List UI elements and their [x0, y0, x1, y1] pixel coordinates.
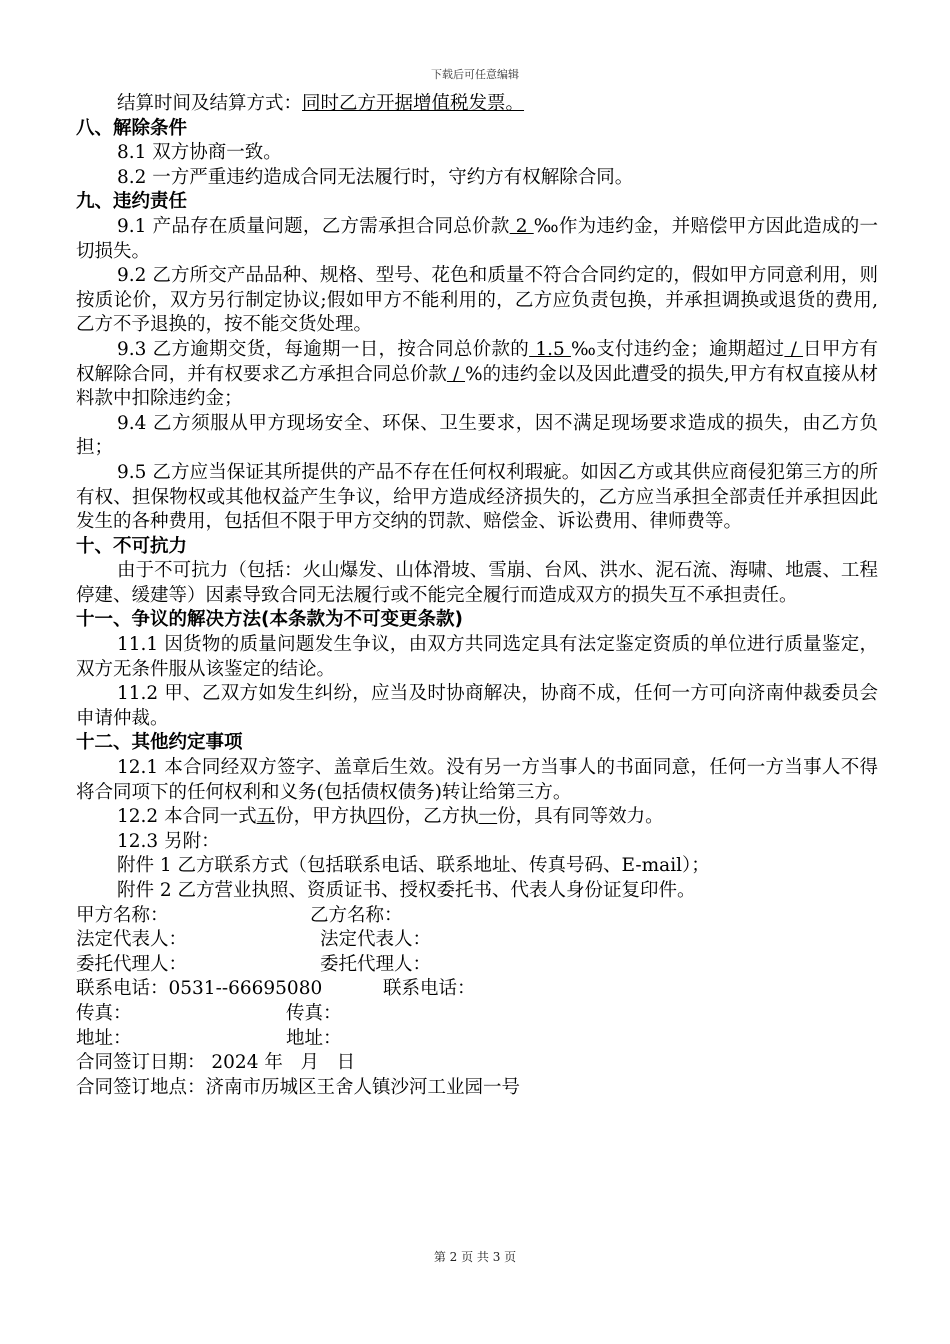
party-b-address-label: 地址：	[286, 1027, 342, 1049]
clause-9-1-text-a: 9.1 产品存在质量问题，乙方需承担合同总价款	[117, 215, 510, 237]
clause-9-3-text-b: ‰支付违约金；逾期超过	[570, 338, 785, 360]
contract-body	[76, 92, 878, 1100]
party-a-legal-rep-label: 法定代表人：	[76, 929, 188, 951]
clause-11-1: 11.1 因货物的质量问题发生争议，由双方共同选定具有法定鉴定资质的单位进行质量鉴定，双方无条件服从该鉴定的结论。	[76, 634, 878, 680]
clause-12-2	[76, 805, 878, 830]
party-b-legal-rep-label: 法定代表人：	[320, 929, 432, 951]
clause-12-2-party-a-copies: 四	[367, 806, 387, 828]
party-a-address-label: 地址：	[76, 1027, 132, 1049]
clause-8-1: 8.1 双方协商一致。	[117, 142, 282, 164]
page-header: 下载后可任意编辑	[431, 68, 519, 81]
party-a-agent-label: 委托代理人：	[76, 953, 188, 975]
party-b-phone-label: 联系电话：	[383, 978, 476, 1000]
clause-9-1	[76, 215, 878, 264]
section-10-title: 十、不可抗力	[76, 535, 188, 557]
clause-12-2-text-c: 份，乙方执	[386, 806, 479, 828]
section-9-title: 九、违约责任	[76, 191, 188, 213]
party-a-name-label: 甲方名称：	[76, 904, 169, 926]
clause-11-2: 11.2 甲、乙双方如发生纠纷，应当及时协商解决，协商不成，任何一方可向济南仲裁委员会申请仲裁。	[76, 683, 878, 729]
sign-row-legal-rep	[76, 928, 878, 953]
clause-12-2-total-copies: 五	[256, 806, 276, 828]
clause-9-3-days: /	[784, 338, 804, 360]
section-8-title: 八、解除条件	[76, 117, 188, 139]
clause-12-2-text-b: 份，甲方执	[275, 806, 368, 828]
party-a-phone: 联系电话：0531--66695080	[76, 978, 323, 1000]
clause-9-3-text-d: %的违约金以及因此遭受的损失,甲方有权直接从材料款中扣除违约金；	[76, 363, 878, 410]
sign-date: 合同签订日期： 2024 年 月 日	[76, 1052, 356, 1074]
page-footer: 第 2 页 共 3 页	[433, 1250, 517, 1264]
party-a-fax-label: 传真：	[76, 1002, 132, 1024]
clause-9-3-percent: /	[446, 363, 466, 385]
section-11-title: 十一、争议的解决方法(本条款为不可变更条款)	[76, 609, 463, 631]
settlement-value: 同时乙方开据增值税发票。	[302, 93, 525, 114]
settlement-line	[76, 92, 878, 117]
party-b-name-label: 乙方名称：	[310, 904, 403, 926]
clause-9-1-text-b: ‰作为违约金，并赔偿甲方因此造成的一切损失。	[76, 215, 878, 262]
clause-9-3-text-a: 9.3 乙方逾期交货，每逾期一日，按合同总价款的	[117, 338, 530, 360]
clause-12-3: 12.3 另附：	[117, 830, 220, 852]
clause-12-2-text-d: 份，具有同等效力。	[497, 806, 664, 828]
section-12-title: 十二、其他约定事项	[76, 732, 243, 754]
attachment-1: 附件 1 乙方联系方式（包括联系电话、联系地址、传真号码、E-mail）；	[117, 855, 710, 877]
sign-place: 合同签订地点：济南市历城区王舍人镇沙河工业园一号	[76, 1076, 521, 1098]
clause-12-2-party-b-copies: 一	[478, 806, 498, 828]
clause-9-2: 9.2 乙方所交产品品种、规格、型号、花色和质量不符合合同约定的，假如甲方同意利用，则按质论价，双方另行制定协议;假如甲方不能利用的，乙方应负责包换，并承担调换或退货的费用,乙方不予退换的，按不能交货处理。	[76, 265, 878, 336]
clause-12-2-text-a: 12.2 本合同一式	[117, 806, 257, 828]
clause-12-1: 12.1 本合同经双方签字、盖章后生效。没有另一方当事人的书面同意，任何一方当事人不得将合同项下的任何权利和义务(包括债权债务)转让给第三方。	[76, 757, 878, 803]
clause-9-3-rate: 1.5	[529, 338, 571, 360]
attachment-2: 附件 2 乙方营业执照、资质证书、授权委托书、代表人身份证复印件。	[117, 880, 696, 901]
clause-9-3	[76, 338, 878, 412]
sign-row-name	[76, 904, 878, 929]
sign-row-agent	[76, 953, 878, 978]
clause-9-5: 9.5 乙方应当保证其所提供的产品不存在任何权利瑕疵。如因乙方或其供应商侵犯第三方的所有权、担保物权或其他权益产生争议，给甲方造成经济损失的，乙方应当承担全部责任并承担因此发生的各种费用，包括但不限于甲方交纳的罚款、赔偿金、诉讼费用、律师费等。	[76, 461, 878, 533]
clause-10-1: 由于不可抗力（包括：火山爆发、山体滑坡、雪崩、台风、洪水、泥石流、海啸、地震、工程停建、缓建等）因素导致合同无法履行或不能完全履行而造成双方的损失互不承担责任。	[76, 560, 878, 606]
sign-row-phone	[76, 977, 878, 1002]
clause-9-3-text-c: 日甲方有权解除合同，并有权要求乙方承担合同总价款	[76, 338, 879, 385]
clause-8-2: 8.2 一方严重违约造成合同无法履行时，守约方有权解除合同。	[117, 166, 634, 188]
sign-row-address	[76, 1027, 878, 1052]
sign-row-fax	[76, 1002, 878, 1027]
settlement-label: 结算时间及结算方式：	[117, 93, 303, 114]
clause-9-4: 9.4 乙方须服从甲方现场安全、环保、卫生要求，因不满足现场要求造成的损失，由乙方负担；	[76, 412, 878, 459]
party-b-agent-label: 委托代理人：	[320, 953, 432, 975]
clause-9-1-rate: 2	[509, 215, 534, 237]
party-b-fax-label: 传真：	[286, 1002, 342, 1024]
